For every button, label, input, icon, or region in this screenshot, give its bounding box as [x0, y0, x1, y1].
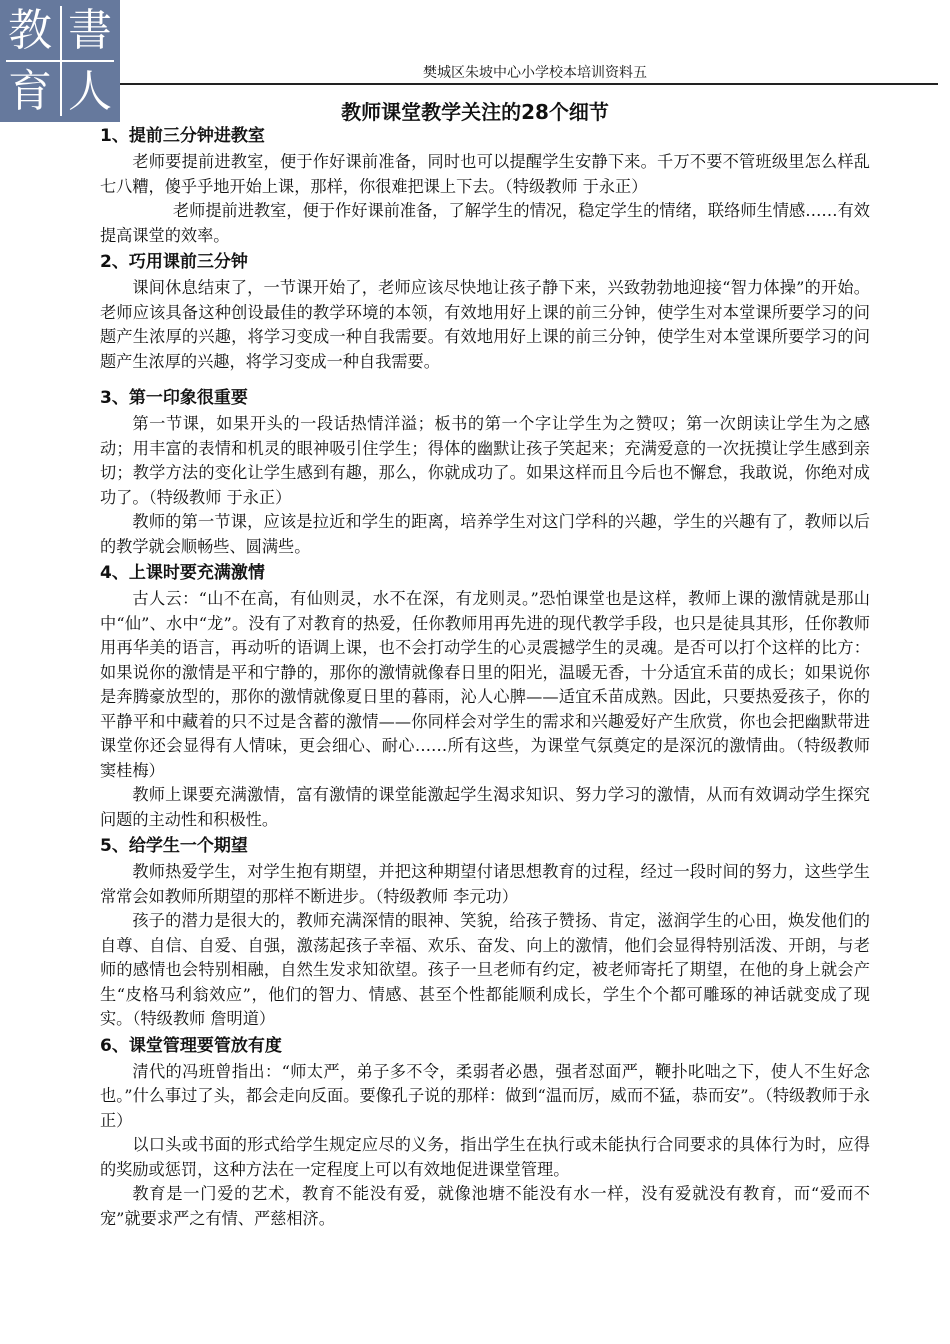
paragraph: 老师要提前进教室，便于作好课前准备，同时也可以提醒学生安静下来。千万不要不管班级里怎么样乱七八糟，傻乎乎地开始上课，那样，你很难把课上下去。（特级教师 于永正） [100, 152, 870, 196]
section-heading: 6、课堂管理要管放有度 [100, 1035, 282, 1056]
section-heading: 3、第一印象很重要 [100, 388, 248, 408]
section-heading: 5、给学生一个期望 [100, 836, 248, 856]
section-heading: 1、提前三分钟进教室 [100, 126, 265, 146]
logo-char-4: 人 [68, 65, 112, 117]
header-rule [120, 83, 938, 85]
page-header: 樊城区朱坡中心小学校本培训资料五 [423, 65, 647, 81]
paragraph: 教师热爱学生，对学生抱有期望，并把这种期望付诸思想教育的过程，经过一段时间的努力，这些学生常常会如教师所期望的那样不断进步。（特级教师 李元功） [100, 862, 870, 906]
logo-char-3: 育 [8, 65, 52, 117]
paragraph: 以口头或书面的形式给学生规定应尽的义务，指出学生在执行或未能执行合同要求的具体行为时，应得的奖励或惩罚，这种方法在一定程度上可以有效地促进课堂管理。 [100, 1135, 870, 1179]
paragraph: 古人云：“山不在高，有仙则灵，水不在深，有龙则灵。”恐怕课堂也是这样，教师上课的激情就是那山中“仙”、水中“龙”。没有了对教育的热爱，任你教师用再先进的现代教学手段，也只是徒具其形，任你教师用再华美的语言，再动听的语调上课，也不会打动学生的心灵震撼学生的灵魂。是否可以打个这样的比方：如果说你的激情是平和宁静的，那你的激情就像春日里的阳光，温暖无香，十分适宜禾苗的成长；如果说你是奔腾豪放型的，那你的激情就像夏日里的暮雨，沁人心脾——适宜禾苗成熟。因此，只要热爱孩子，你的平静平和中藏着的只不过是含蓄的激情——你同样会对学生的需求和兴趣爱好产生欣赏，你也会把幽默带进课堂你还会显得有人情味，更会细心、耐心……所有这些，为课堂气氛奠定的是深沉的激情曲。（特级教师 窦桂梅） [100, 589, 870, 780]
paragraph: 第一节课，如果开头的一段话热情洋溢；板书的第一个字让学生为之赞叹；第一次朗读让学生为之感动；用丰富的表情和机灵的眼神吸引住学生；得体的幽默让孩子笑起来；充满爱意的一次抚摸让学生感到亲切；教学方法的变化让学生感到有趣，那么，你就成功了。如果这样而且今后也不懈怠，我敢说，你绝对成功了。（特级教师 于永正） [100, 414, 870, 507]
paragraph: 教师上课要充满激情，富有激情的课堂能激起学生渴求知识、努力学习的激情，从而有效调动学生探究问题的主动性和积极性。 [100, 785, 870, 829]
logo-char-2: 書 [68, 4, 112, 56]
logo-divider [6, 60, 114, 62]
paragraph: 教育是一门爱的艺术，教育不能没有爱，就像池塘不能没有水一样，没有爱就没有教育，而“爱而不宠”就要求严之有情、严慈相济。 [100, 1184, 870, 1228]
paragraph: 孩子的潜力是很大的，教师充满深情的眼神、笑貌，给孩子赞扬、肯定，滋润学生的心田，焕发他们的自尊、自信、自爱、自强，激荡起孩子幸福、欢乐、奋发、向上的激情，他们会显得特别活泼、开朗，与老师的感情也会特别相融，自然生发求知欲望。孩子一旦老师有约定，被老师寄托了期望，在他的身上就会产生“皮格马利翁效应”，他们的智力、情感、甚至个性都能顺利成长，学生个个都可雕琢的神话就变成了现实。（特级教师 詹明道） [100, 911, 870, 1028]
paragraph: 课间休息结束了，一节课开始了，老师应该尽快地让孩子静下来，兴致勃勃地迎接“智力体操”的开始。老师应该具备这种创设最佳的教学环境的本领，有效地用好上课的前三分钟，使学生对本堂课所要学习的问题产生浓厚的兴趣，将学习变成一种自我需要。有效地用好上课的前三分钟，使学生对本堂课所要学习的问题产生浓厚的兴趣，将学习变成一种自我需要。 [100, 278, 870, 371]
section-heading: 2、巧用课前三分钟 [100, 252, 248, 272]
paragraph: 老师提前进教室，便于作好课前准备，了解学生的情况，稳定学生的情绪，联络师生情感……有效提高课堂的效率。 [100, 201, 870, 245]
document-title: 教师课堂教学关注的28个细节 [341, 100, 609, 124]
paragraph: 清代的冯班曾指出：“师太严，弟子多不令，柔弱者必愚，强者怼面严，鞭扑叱咄之下，使人不生好念也。”什么事过了头，都会走向反面。要像孔子说的那样：做到“温而厉，威而不猛，恭而安”。（特级教师于永正） [100, 1061, 870, 1130]
logo-char-1: 教 [8, 4, 52, 56]
paragraph: 教师的第一节课，应该是拉近和学生的距离，培养学生对这门学科的兴趣，学生的兴趣有了，教师以后的教学就会顺畅些、圆满些。 [100, 512, 870, 556]
spacer [100, 374, 870, 384]
section-heading: 4、上课时要充满激情 [100, 563, 265, 583]
document-body [100, 122, 870, 1231]
